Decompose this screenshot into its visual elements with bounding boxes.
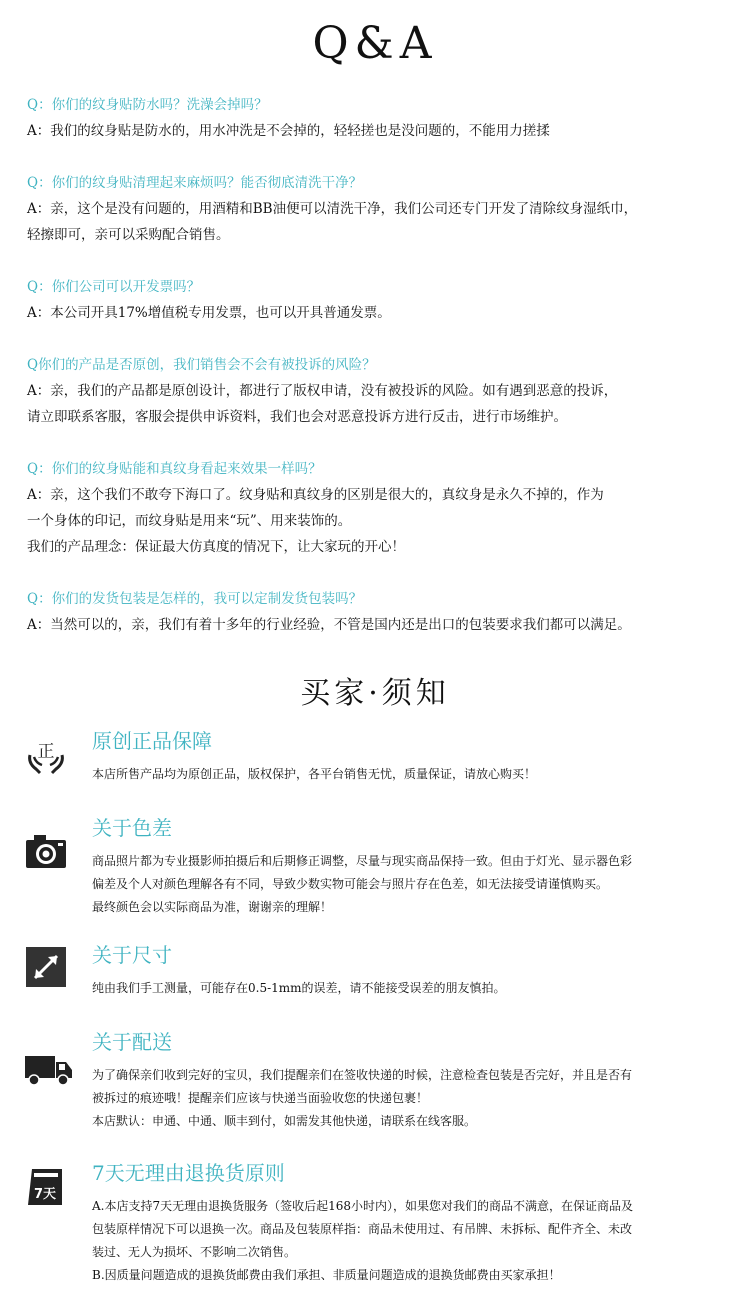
answer [27, 196, 737, 248]
answer [27, 482, 737, 560]
notice-line: 装过、无人为损坏、不影响二次销售。 [92, 1245, 297, 1259]
answer-line: 轻擦即可，亲可以采购配合销售。 [27, 227, 230, 243]
notice-body [92, 1064, 730, 1133]
question: Q：你们的纹身贴防水吗？洗澡会掉吗？ [27, 97, 268, 113]
notice-line: 最终颜色会以实际商品为准，谢谢亲的理解！ [92, 900, 333, 914]
question: Q：你们的发货包装是怎样的，我可以定制发货包装吗？ [27, 591, 363, 607]
answer [27, 612, 737, 638]
answer [27, 300, 737, 326]
notice-body [92, 763, 730, 786]
question: Q：你们的纹身贴清理起来麻烦吗？能否彻底清洗干净？ [27, 175, 363, 191]
notice-content [92, 727, 730, 786]
genuine-icon-text: 正 [37, 742, 55, 762]
qa-item [27, 274, 737, 326]
qa-title: Q&A [312, 18, 438, 69]
seven-day-calendar-icon [24, 1165, 68, 1209]
notice-line: 偏差及个人对颜色理解各有不同，导致少数实物可能会与照片存在色差，如无法接受请谨慎购买。 [92, 877, 609, 891]
notice-body [92, 977, 730, 1000]
notice-line: 本店所售产品均为原创正品，版权保护，各平台销售无忧，质量保证，请放心购买！ [92, 767, 537, 781]
answer-line: 一个身体的印记，而纹身贴是用来“玩”、用来装饰的。 [27, 513, 352, 529]
notice-line: 被拆过的痕迹哦！提醒亲们应该与快递当面验收您的快递包裹！ [92, 1091, 429, 1105]
notice-line: 纯由我们手工测量，可能存在0.5-1mm的误差，请不能接受误差的朋友慎拍。 [92, 981, 506, 995]
qa-item [27, 352, 737, 430]
answer-line: A：当然可以的，亲，我们有着十多年的行业经验，不管是国内还是出口的包装要求我们都可以满足。 [27, 617, 631, 633]
notice-line: B.因质量问题造成的退换货邮费由我们承担、非质量问题造成的退换货邮费由买家承担！ [92, 1268, 561, 1282]
qa-item [27, 586, 737, 638]
notice-body [92, 850, 730, 919]
camera-icon [24, 830, 68, 874]
notice-return-policy [24, 1159, 730, 1287]
notice-body [92, 1195, 730, 1287]
delivery-truck-icon [24, 1046, 74, 1090]
notice-line: 本店默认：申通、中通、顺丰到付，如需发其他快递，请联系在线客服。 [92, 1114, 477, 1128]
answer-line: A：亲，我们的产品都是原创设计，都进行了版权申请，没有被投诉的风险。如有遇到恶意的投诉， [27, 383, 618, 399]
notice-genuine [24, 727, 730, 786]
notice-content [92, 941, 730, 1000]
notice-color-difference [24, 814, 730, 919]
resize-arrow-icon [24, 945, 68, 989]
question: Q：你们公司可以开发票吗？ [27, 279, 201, 295]
notice-size [24, 941, 730, 1000]
answer-line: A：本公司开具17%增值税专用发票，也可以开具普通发票。 [27, 305, 391, 321]
notice-heading: 原创正品保障 [92, 729, 212, 753]
notice-heading: 关于尺寸 [92, 943, 172, 967]
answer-line: 请立即联系客服，客服会提供申诉资料，我们也会对恶意投诉方进行反击，进行市场维护。 [27, 409, 567, 425]
question: Q你们的产品是否原创，我们销售会不会有被投诉的风险？ [27, 357, 376, 373]
notice-line: 包装原样情况下可以退换一次。商品及包装原样指：商品未使用过、有吊牌、未拆标、配件齐全、未改 [92, 1222, 633, 1236]
qa-item [27, 170, 737, 248]
notice-line: A.本店支持7天无理由退换货服务（签收后起168小时内），如果您对我们的商品不满意，在保证商品及 [92, 1199, 634, 1213]
qa-item [27, 456, 737, 560]
answer-line: A：亲，这个是没有问题的，用酒精和BB油便可以清洗干净，我们公司还专门开发了清除纹身湿纸巾， [27, 201, 638, 217]
notice-list [24, 727, 730, 1307]
genuine-hands-icon [24, 733, 68, 777]
notice-content [92, 814, 730, 919]
notice-title: 买家·须知 [300, 676, 450, 711]
calendar-icon-text: 7天 [33, 1187, 57, 1202]
notice-content [92, 1028, 730, 1133]
notice-content [92, 1159, 730, 1287]
notice-line: 商品照片都为专业摄影师拍摄后和后期修正调整，尽量与现实商品保持一致。但由于灯光、显示器色彩 [92, 854, 633, 868]
notice-line: 为了确保亲们收到完好的宝贝，我们提醒亲们在签收快递的时候，注意检查包装是否完好，并且是否有 [92, 1068, 633, 1082]
qa-list [27, 92, 737, 664]
notice-heading: 关于配送 [92, 1030, 172, 1054]
answer [27, 118, 737, 144]
notice-heading: 7天无理由退换货原则 [92, 1161, 285, 1185]
qa-item [27, 92, 737, 144]
question: Q：你们的纹身贴能和真纹身看起来效果一样吗？ [27, 461, 322, 477]
notice-delivery [24, 1028, 730, 1133]
answer-line: A：亲，这个我们不敢夸下海口了。纹身贴和真纹身的区别是很大的，真纹身是永久不掉的，作为 [27, 487, 604, 503]
notice-heading: 关于色差 [92, 816, 172, 840]
answer-line: 我们的产品理念：保证最大仿真度的情况下，让大家玩的开心！ [27, 539, 405, 555]
answer [27, 378, 737, 430]
answer-line: A：我们的纹身贴是防水的，用水冲洗是不会掉的，轻轻搓也是没问题的，不能用力搓揉 [27, 123, 550, 139]
